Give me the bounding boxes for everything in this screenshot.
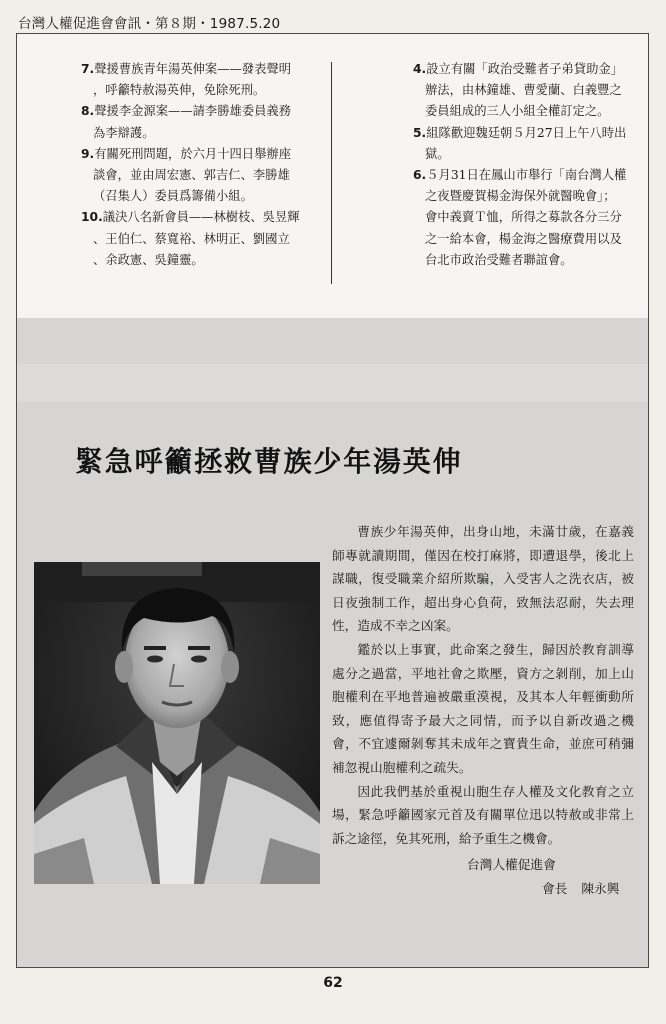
resolution-item: 7.聲援曹族青年湯英伸案——發表聲明 ，呼籲特赦湯英伸，免除死刑。 [81, 62, 291, 98]
resolution-item: 6.５月31日在鳳山市舉行「南台灣人權 之夜暨慶賀楊金海保外就醫晚會」； 會中義賣Ｔ恤，所得之募款各分三分 之一給本會，楊金海之醫療費用以及 台北市政治受難者聯誼會。 [413, 168, 627, 267]
portrait-photo [34, 562, 320, 884]
article-paragraph: 曹族少年湯英伸，出身山地，未滿廿歲，在嘉義師專就讀期間，僅因在校打麻將，即遭退學，後北上謀職，復受職業介紹所欺騙，入受害人之洗衣店，被日夜強制工作，超出身心負荷，致無法忍耐，失去理性，造成不幸之凶案。 [332, 524, 634, 634]
signer-name: 陳永興 [581, 881, 620, 896]
article-paragraph: 鑑於以上事實，此命案之發生，歸因於教育訓導處分之過當，平地社會之欺壓，資方之剝削，加上山胞權利在平地普遍被嚴重漠視，及其本人年輕衝動所致，應值得寄予最大之同情，而予以自新改過之機會，不宜遽爾剝奪其未成年之寶貴生命，並庶可稍彌補忽視山胞權利之疏失。 [332, 641, 634, 775]
resolutions-right-column [413, 59, 635, 271]
article-paragraph: 因此我們基於重視山胞生存人權及文化教育之立場，緊急呼籲國家元首及有關單位迅以特赦或非常上訴之途徑，免其死刑，給予重生之機會。 [332, 783, 634, 846]
resolution-item: 10.議決八名新會員——林樹枝、吳昱輝 、王伯仁、蔡寬裕、林明正、劉國立 、余政憲、吳鐘靈。 [81, 210, 300, 267]
signer-title: 會長 [542, 881, 568, 896]
resolution-item: 5.組隊歡迎魏廷朝５月27日上午八時出 獄。 [413, 125, 627, 161]
page-number: 62 [323, 975, 343, 991]
signature-line [542, 878, 619, 897]
meeting-resolutions-section [17, 34, 648, 318]
signature-organization: 台灣人權促進會 [467, 857, 556, 872]
resolution-item: 4.設立有關「政治受難者子弟貸助金」 辦法，由林鐘雄、曹愛蘭、白義豐之 委員組成的三人小組全權訂定之。 [413, 62, 623, 119]
resolutions-left-column [81, 59, 329, 271]
resolution-item: 8.聲援李金源案——請李勝雄委員義務 為李辯護。 [81, 104, 291, 140]
appeal-article [17, 318, 648, 967]
resolution-item: 9.有關死刑問題，於六月十四日舉辦座 談會，並由周宏憲、郭吉仁、李勝雄 （召集人）委員爲籌備小組。 [81, 146, 291, 204]
column-divider [331, 62, 332, 284]
page-header: 台灣人權促進會會訊・第８期・1987.5.20 [18, 16, 281, 32]
article-title: 緊急呼籲拯救曹族少年湯英伸 [75, 445, 463, 478]
page-frame [16, 33, 649, 968]
article-body [332, 520, 634, 850]
